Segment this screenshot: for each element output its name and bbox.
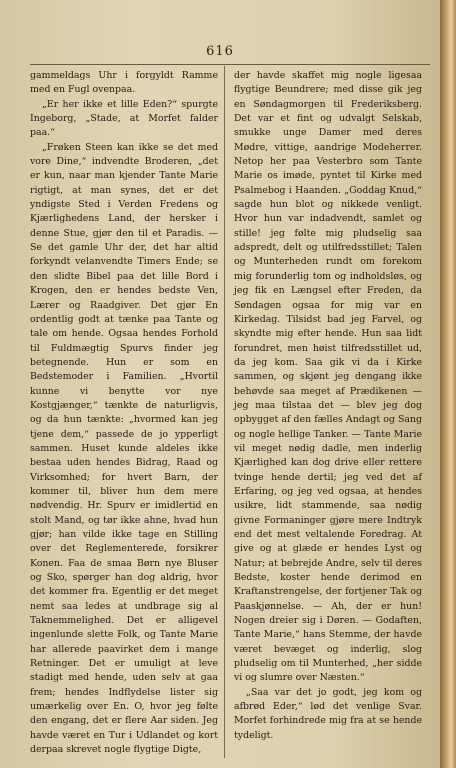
column-divider	[224, 66, 225, 758]
left-column	[30, 69, 218, 758]
paragraph: „Frøken Steen kan ikke se det med vore Dine,“ indvendte Broderen, „det er kun, naar man kjender Tante Marie rigtigt, at man synes, det er det yndigste Sted i Verden Fredens og Kjærlighedens Land, der hersker i denne Stue, gjør den til et Paradis. — Se det gamle Uhr der, det har altid forkyndt velanvendte Timers Ende; se den slidte Bibel paa det lille Bord i Krogen, den er hendes bedste Ven, Lærer og Raadgiver. Det gjør En ordentlig godt at tænke paa Tante og tale om hende. Ogsaa hendes Forhold til Fuldmægtig Spurvs finder jeg betegnende. Hun er som en Bedstemoder i Familien. „Hvortil kunne vi benytte vor nye Kostgjænger,“ tænkte de naturligvis, og da hun tænkte: „hvormed kan jeg tjene dem,“ passede de jo ypperligt sammen. Huset kunde aldeles ikke bestaa uden hendes Bidrag, Raad og Virksomhed; for hvert Barn, der kommer til, bliver hun dem mere nødvendig. Hr. Spurv er imidlertid en stolt Mand, og tør ikke ahne, hvad hun gjør; han vilde ikke tage en Stilling over det Reglementerede, forsikrer Konen. Faa de smaa Børn nye Bluser og Sko, spørger han dog aldrig, hvor det kommer fra. Egentlig er det meget nemt saa ledes at undbrage sig al Taknemmelighed. Det er alligevel ingenlunde slette Folk, og Tante Marie har allerede paavirket dem i mange Retninger. Det er umuligt at leve stadigt med hende, uden selv at gaa frem; hendes Indflydelse lister sig umærkelig over En. O, hvor jeg følte den engang, det er flere Aar siden. Jeg havde været en Tur i Udlandet og kort derpaa skrevet nogle flygtige Digte,	[30, 141, 218, 756]
paragraph: gammeldags Uhr i forgyldt Ramme med en Fugl ovenpaa.	[30, 70, 218, 96]
header-rule	[30, 64, 430, 65]
right-column	[234, 69, 422, 743]
page-edge	[440, 0, 456, 768]
paragraph: „Er her ikke et lille Eden?“ spurgte Ingeborg, „Stade, at Morfet falder paa.“	[30, 98, 218, 139]
paragraph: der havde skaffet mig nogle ligesaa flygtige Beundrere; med disse gik jeg en Søndagmorgen til Frederiksberg. Det var et fint og udvalgt Selskab, smukke unge Damer med deres Mødre, vittige, aandrige Modeherrer. Netop her paa Vesterbro som Tante Marie os imøde, pyntet til Kirke med Psalmebog i Haanden. „Goddag Knud,“ sagde hun blot og nikkede venligt. Hvor hun var indadvendt, samlet og stille! jeg følte mig pludselig saa adspredt, delt og utilfredsstillet; Talen og Munterheden rundt om forekom mig forunderlig tom og indholdsløs, og jeg fik en Længsel efter Freden, da Søndagen ogsaa for mig var en Kirkedag. Tilsidst bad jeg Farvel, og skyndte mig efter hende. Hun saa lidt forundret, men høist tilfredsstillet ud, da jeg kom. Saa gik vi da i Kirke sammen, og skjønt jeg dengang ikke behøvde saa meget af Prædikenen — jeg maa tilstaa det — blev jeg dog opbygget af den fælles Andagt og Sang og nogle hellige Tanker. — Tante Marie vil meget nødig dadle, men inderlig Kjærlighed kan dog drive eller rettere tvinge hende dertil; jeg ved det af Erfaring, og jeg ved ogsaa, at hendes usikre, lidt stammende, saa nødig givne Formaninger gjøre mere Indtryk end det mest veltalende Foredrag. At give og at glæde er hendes Lyst og Natur; at bebrejde Andre, selv til deres Bedste, koster hende derimod en Kraftanstrengelse, der fortjener Tak og Paaskjønnelse. — Ah, der er hun! Nogen dreier sig i Døren. — Godaften, Tante Marie,“ hans Stemme, der havde været bevæget og inderlig, slog pludselig om til Munterhed, „her sidde vi og slumre over Næsten.“	[234, 70, 422, 684]
page-number: 616	[206, 44, 234, 59]
paragraph: „Saa var det jo godt, jeg kom og afbrød Eder,“ lød det venlige Svar. Morfet forhindrede mig fra at se hende tydeligt.	[234, 686, 422, 741]
